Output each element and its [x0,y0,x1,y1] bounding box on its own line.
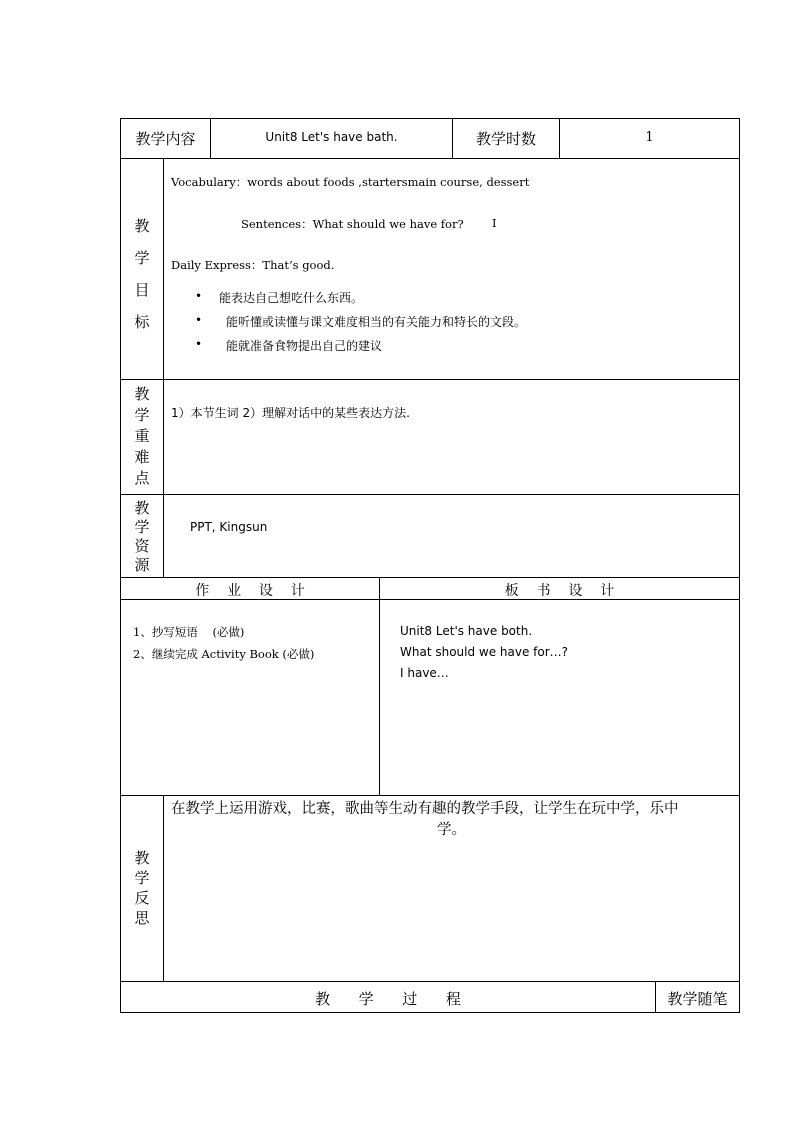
objectives-label-char: 目 [134,281,150,299]
sentences-line: Sentences：What should we have for? [241,217,464,231]
objectives-label-char: 教 [134,217,150,235]
homework-board-divider [379,577,380,795]
reflection-line-1: 在教学上运用游戏，比赛，歌曲等生动有趣的教学手段，让学生在玩中学，乐中 [171,801,679,817]
keypoints-label-char: 点 [134,469,150,487]
keypoints-text: 1）本节生词 2）理解对话中的某些表达方法. [171,406,410,420]
board-line-3: I have… [400,666,449,680]
objectives-label-char: 标 [134,313,150,331]
table-border-top [120,118,740,119]
board-line-1: Unit8 Let's have both. [400,624,533,638]
row-divider-resources [120,577,740,578]
row-divider-keypoints [120,494,740,495]
content-value: Unit8 Let's have bath. [265,130,398,144]
row-divider-reflection [120,981,740,982]
daily-express-line: Daily Express：That’s good. [171,258,335,272]
keypoints-label-char: 教 [134,385,150,403]
objective-bullet-1: 能表达自己想吃什么东西。 [219,291,364,305]
reflection-label-char: 学 [134,869,150,887]
keypoints-label-char: 学 [134,406,150,424]
bullet-dot: • [195,313,203,327]
bullet-dot: • [195,289,203,303]
keypoints-label-char: 难 [134,448,150,466]
reflection-label-char: 反 [134,889,150,907]
hours-label: 教学时数 [475,130,536,148]
resources-label-char: 教 [134,499,150,517]
reflection-label [121,848,163,928]
row-divider-homework [120,795,740,796]
resources-label-char: 源 [134,556,150,574]
process-heading: 教 学 过 程 [315,990,461,1008]
resources-label-char: 学 [134,518,150,536]
content-label: 教学内容 [135,130,196,148]
board-line-2: What should we have for…? [400,645,569,659]
keypoints-label [121,384,163,489]
table-border-bottom [120,1012,740,1013]
homework-item-2: 2、继续完成 Activity Book (必做) [133,647,315,661]
homework-heading: 作 业 设 计 [195,583,305,599]
objective-bullet-3: 能就准备食物提出自己的建议 [226,339,383,353]
sentences-tail: I [492,216,497,230]
reflection-label-char: 教 [134,849,150,867]
reflection-label-char: 思 [134,909,150,927]
row-divider-header [120,158,740,159]
resources-label [121,499,163,575]
homework-item-1: 1、抄写短语 (必做) [133,625,245,639]
objectives-label-char: 学 [134,249,150,267]
objectives-label [121,210,163,338]
hours-value: 1 [645,130,654,145]
row-divider-objectives [120,379,740,380]
label-col-divider [163,158,164,577]
resources-text: PPT, Kingsun [190,520,268,534]
resources-label-char: 资 [134,537,150,555]
notes-heading: 教学随笔 [667,990,728,1008]
board-heading: 板 书 设 计 [504,583,615,599]
reflection-line-2: 学。 [437,822,466,838]
vocabulary-line: Vocabulary：words about foods ,startersmain course, dessert [171,175,530,189]
keypoints-label-char: 重 [134,427,150,445]
table-border-right [739,118,740,1013]
objective-bullet-2: 能听懂或读懂与课文难度相当的有关能力和特长的文段。 [226,315,527,329]
bullet-dot: • [195,337,203,351]
